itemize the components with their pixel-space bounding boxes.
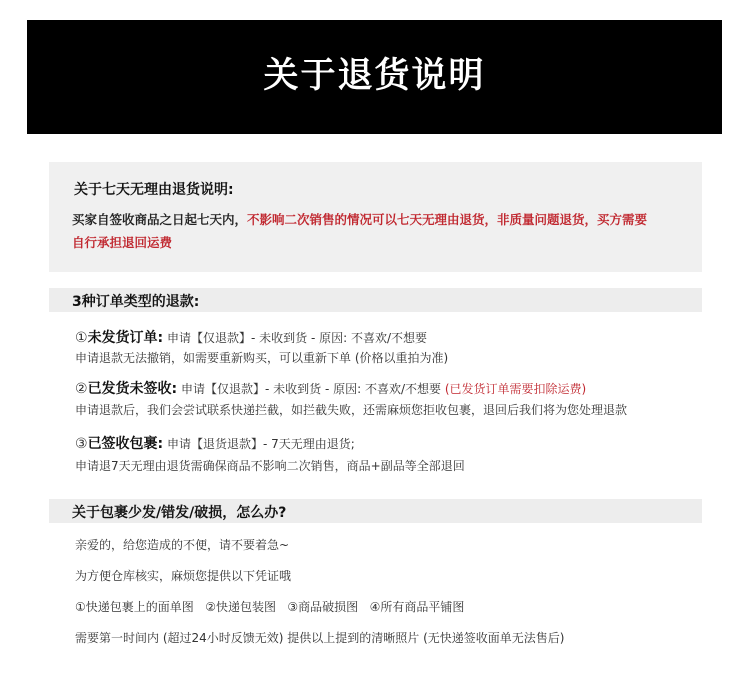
order-type-3-num: ③ bbox=[75, 436, 88, 452]
seven-day-text-intro: 买家自签收商品之日起七天内， bbox=[72, 212, 248, 227]
seven-day-return-panel bbox=[49, 162, 702, 272]
order-type-1 bbox=[75, 330, 427, 346]
package-issue-proofs: ①快递包裹上的面单图 ②快递包装图 ③商品破损图 ④所有商品平铺图 bbox=[75, 600, 465, 614]
page-title: 关于退货说明 bbox=[263, 56, 486, 96]
order-type-1-num: ① bbox=[75, 330, 88, 346]
title-banner bbox=[27, 20, 722, 134]
order-type-2 bbox=[75, 381, 586, 397]
seven-day-heading: 关于七天无理由退货说明: bbox=[74, 182, 234, 198]
seven-day-text bbox=[72, 208, 702, 254]
package-issue-line-4: 需要第一时间内 (超过24小时反馈无效) 提供以上提到的清晰照片 (无快递签收面单无法售后) bbox=[75, 631, 565, 645]
order-type-3-sub: 申请退7天无理由退货需确保商品不影响二次销售，商品+副品等全部退回 bbox=[75, 459, 465, 473]
order-types-heading: 3种订单类型的退款: bbox=[72, 294, 200, 310]
order-type-1-title: 未发货订单: bbox=[87, 330, 164, 346]
order-type-2-title: 已发货未签收: bbox=[87, 381, 178, 397]
order-type-2-note: (已发货订单需要扣除运费) bbox=[444, 382, 587, 396]
order-type-2-detail: 申请【仅退款】- 未收到货 - 原因: 不喜欢/不想要 bbox=[177, 382, 445, 396]
seven-day-text-condition: 不影响二次销售的情况可以七天无理由退货，非质量问题退货，买方需要 bbox=[247, 212, 648, 227]
package-issue-header bbox=[49, 499, 702, 523]
order-type-1-sub: 申请退款无法撤销，如需要重新购买，可以重新下单 (价格以重拍为准) bbox=[75, 351, 449, 365]
order-type-3 bbox=[75, 436, 355, 452]
package-issue-heading: 关于包裹少发/错发/破损，怎么办? bbox=[72, 505, 287, 521]
order-type-1-detail: 申请【仅退款】- 未收到货 - 原因: 不喜欢/不想要 bbox=[163, 331, 427, 345]
order-type-2-num: ② bbox=[75, 381, 88, 397]
order-type-3-title: 已签收包裹: bbox=[87, 436, 164, 452]
order-types-header bbox=[49, 288, 702, 312]
seven-day-text-shipping: 自行承担退回运费 bbox=[72, 235, 173, 250]
package-issue-line-1: 亲爱的，给您造成的不便，请不要着急~ bbox=[75, 538, 290, 552]
order-type-3-detail: 申请【退货退款】- 7天无理由退货; bbox=[163, 437, 355, 451]
order-type-2-sub: 申请退款后，我们会尝试联系快递拦截，如拦截失败，还需麻烦您拒收包裹，退回后我们将为您处理退款 bbox=[75, 403, 628, 417]
package-issue-line-2: 为方便仓库核实，麻烦您提供以下凭证哦 bbox=[75, 569, 292, 583]
